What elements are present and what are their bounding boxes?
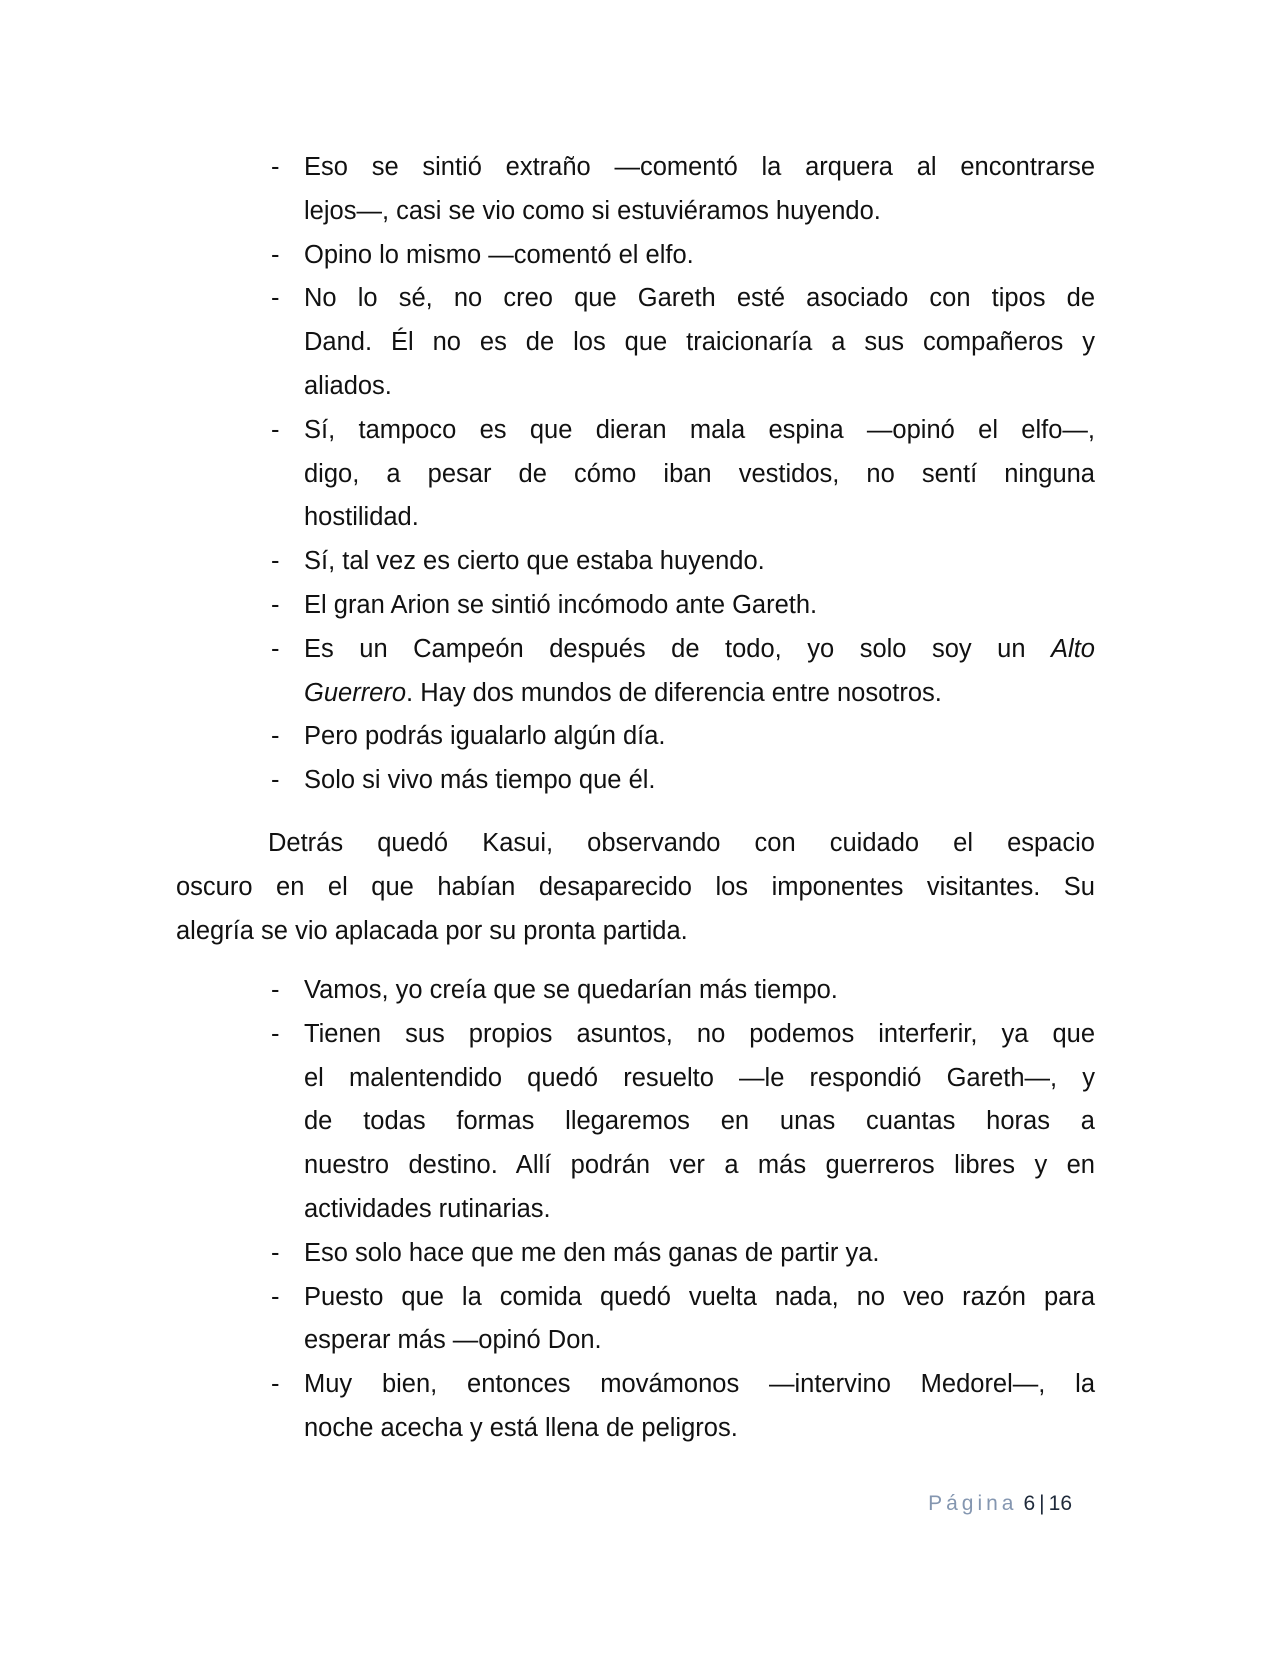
text-line: Muy bien, entonces movámonos —intervino Medorel—, la <box>304 1370 1095 1399</box>
dialogue-item <box>176 234 1095 278</box>
text-line: Pero podrás igualarlo algún día. <box>304 722 666 751</box>
dash-marker: - <box>271 240 280 269</box>
page-number: 6 <box>1023 1492 1036 1515</box>
text-line: de todas formas llegaremos en unas cuantas horas a <box>304 1107 1095 1136</box>
italic-text: Guerrero <box>304 678 407 707</box>
text-line: Opino lo mismo —comentó el elfo. <box>304 240 694 269</box>
text-line: digo, a pesar de cómo iban vestidos, no sentí ninguna <box>304 459 1095 488</box>
text-line: Eso solo hace que me den más ganas de partir ya. <box>304 1238 880 1267</box>
dash-marker: - <box>271 284 280 313</box>
text-line: esperar más —opinó Don. <box>304 1326 602 1355</box>
text-line: No lo sé, no creo que Gareth esté asociado con tipos de <box>304 284 1095 313</box>
text-line: Eso se sintió extraño —comentó la arquera al encontrarse <box>304 153 1095 181</box>
dash-marker: - <box>271 590 280 619</box>
dialogue-item <box>176 1013 1095 1232</box>
dialogue-item <box>176 540 1095 584</box>
text-line: Solo si vivo más tiempo que él. <box>304 766 656 795</box>
dash-marker: - <box>271 1019 280 1048</box>
italic-text: Alto <box>1051 634 1095 663</box>
text-line: nuestro destino. Allí podrán ver a más guerreros libres y en <box>304 1151 1095 1180</box>
dialogue-item <box>176 715 1095 759</box>
dash-marker: - <box>271 722 280 751</box>
dash-marker: - <box>271 766 280 795</box>
text-line: Tienen sus propios asuntos, no podemos interferir, ya que <box>304 1019 1095 1048</box>
page-footer <box>928 1492 1072 1516</box>
page-separator: | <box>1039 1492 1045 1515</box>
dash-marker: - <box>271 547 280 576</box>
dialogue-item <box>176 1232 1095 1276</box>
paragraph-line: Detrás quedó Kasui, observando con cuidado el espacio <box>268 829 1095 857</box>
dash-marker: - <box>271 1238 280 1267</box>
text-line: el malentendido quedó resuelto —le respondió Gareth—, y <box>304 1063 1095 1092</box>
dialogue-item <box>176 1363 1095 1451</box>
text-segment: . Hay dos mundos de diferencia entre nosotros. <box>406 678 942 707</box>
text-line: Dand. Él no es de los que traicionaría a sus compañeros y <box>304 328 1095 357</box>
text-line: Vamos, yo creía que se quedarían más tiempo. <box>304 976 838 1004</box>
dialogue-item <box>176 277 1095 408</box>
paragraph-line: alegría se vio aplacada por su pronta partida. <box>176 916 688 945</box>
text-line: Sí, tal vez es cierto que estaba huyendo. <box>304 547 765 576</box>
text-line: noche acecha y está llena de peligros. <box>304 1413 738 1442</box>
dialogue-item <box>176 628 1095 716</box>
text-line: hostilidad. <box>304 503 419 532</box>
text-line: Puesto que la comida quedó vuelta nada, no veo razón para <box>304 1282 1095 1311</box>
page-label: Página <box>928 1492 1018 1515</box>
dialogue-item <box>176 759 1095 803</box>
dash-marker: - <box>271 1370 280 1399</box>
dash-marker: - <box>271 153 280 181</box>
dialogue-item <box>176 1276 1095 1364</box>
text-line <box>304 628 1095 672</box>
dialogue-item <box>176 409 1095 540</box>
dialogue-list-2 <box>176 969 1095 1451</box>
text-line: lejos—, casi se vio como si estuviéramos huyendo. <box>304 196 881 225</box>
dialogue-item <box>176 969 1095 1013</box>
narrative-paragraph <box>176 822 1095 953</box>
text-line: Sí, tampoco es que dieran mala espina —opinó el elfo—, <box>304 415 1095 444</box>
page-total: 16 <box>1048 1492 1072 1515</box>
dialogue-item <box>176 584 1095 628</box>
text-line <box>304 672 1095 716</box>
dash-marker: - <box>271 976 280 1004</box>
dash-marker: - <box>271 634 280 663</box>
dash-marker: - <box>271 415 280 444</box>
dialogue-list-1 <box>176 146 1095 803</box>
text-line: aliados. <box>304 371 392 400</box>
text-line: actividades rutinarias. <box>304 1194 551 1223</box>
dash-marker: - <box>271 1282 280 1311</box>
paragraph-line: oscuro en el que habían desaparecido los imponentes visitantes. Su <box>176 872 1095 901</box>
dialogue-item <box>176 146 1095 234</box>
text-segment: Es un Campeón después de todo, yo solo soy un <box>304 634 1052 663</box>
text-line: El gran Arion se sintió incómodo ante Gareth. <box>304 590 818 619</box>
